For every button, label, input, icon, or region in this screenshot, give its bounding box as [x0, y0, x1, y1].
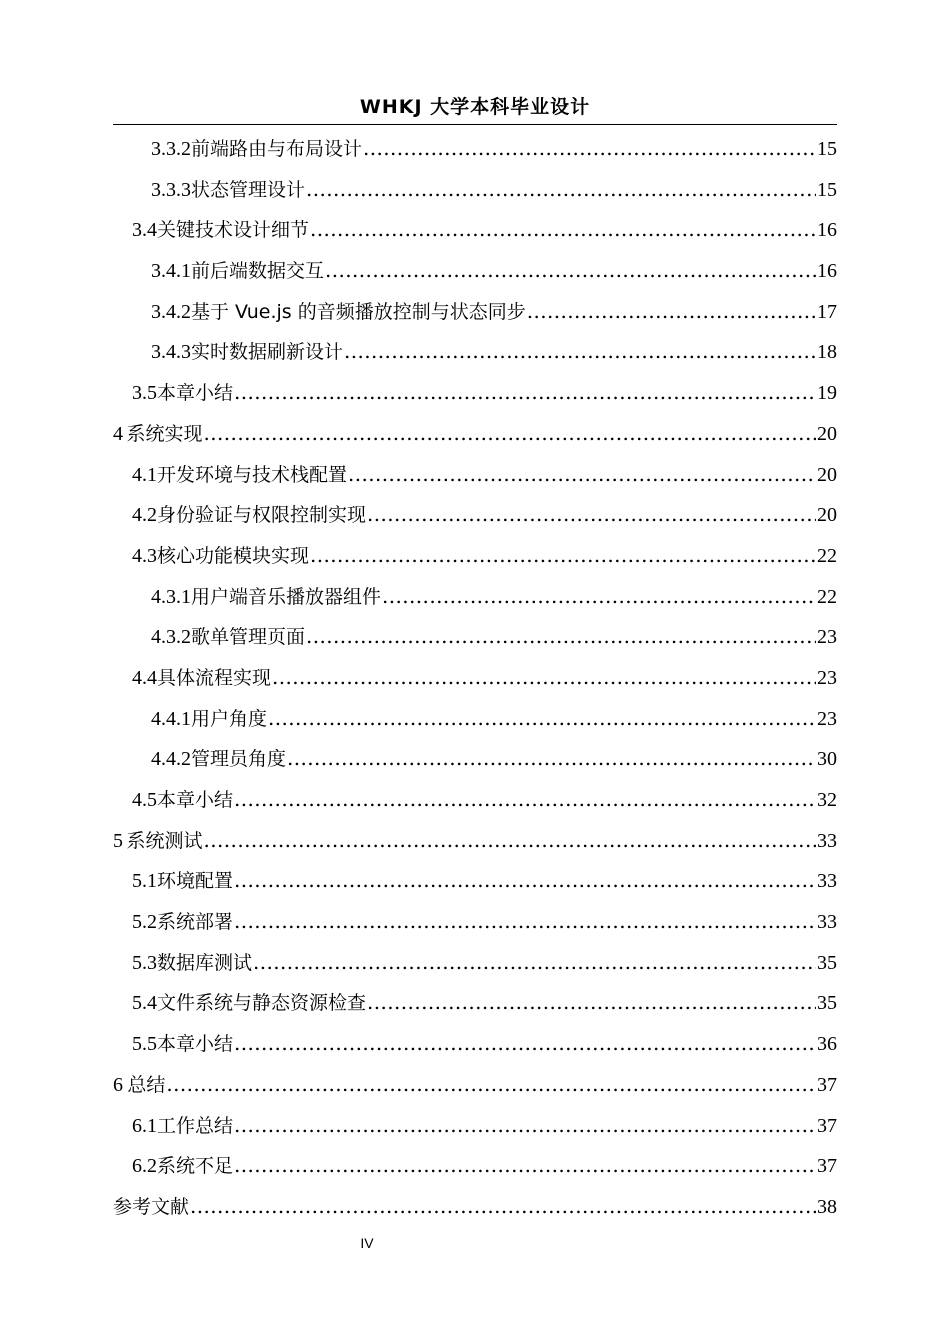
- toc-entry-page: 15: [817, 178, 837, 201]
- toc-entry-number: 4.3.2: [151, 626, 191, 649]
- toc-entry-title: 本章小结: [157, 382, 234, 405]
- toc-entry[interactable]: [113, 128, 837, 169]
- toc-entry-page: 37: [817, 1073, 837, 1096]
- toc-entry-title: 开发环境与技术栈配置: [157, 463, 348, 486]
- toc-entry-number: 4.2: [132, 504, 157, 527]
- toc-entry-page: 20: [817, 463, 837, 486]
- toc-entry[interactable]: [113, 1064, 837, 1105]
- toc-entry-number: 3.3.2: [151, 138, 191, 160]
- toc-entry-page: 36: [817, 1033, 837, 1056]
- toc-entry[interactable]: [113, 331, 837, 372]
- toc-entry-title: 基于 Vue.js 的音频播放控制与状态同步: [191, 300, 526, 323]
- toc-entry[interactable]: [113, 454, 837, 495]
- toc-dot-leader: [527, 291, 816, 332]
- page-number: IV: [360, 1235, 374, 1251]
- header-title: WHKJ 大学本科毕业设计: [359, 96, 591, 118]
- toc-entry-title: 状态管理设计: [191, 178, 306, 201]
- toc-dot-leader: [234, 779, 816, 820]
- toc-entry-number: 4.1: [132, 463, 157, 486]
- toc-entry-page: 16: [817, 219, 837, 242]
- toc-dot-leader: [253, 942, 816, 983]
- toc-entry-page: 23: [817, 707, 837, 730]
- toc-entry-page: 19: [817, 382, 837, 405]
- toc-entry-title: 实时数据刷新设计: [191, 341, 344, 364]
- toc-entry-page: 20: [817, 422, 837, 445]
- toc-entry[interactable]: [113, 250, 837, 291]
- toc-entry-title: 环境配置: [157, 870, 234, 893]
- toc-dot-leader: [382, 576, 816, 617]
- toc-entry-title: 本章小结: [157, 789, 234, 811]
- toc-entry-page: 35: [817, 992, 837, 1015]
- toc-dot-leader: [190, 1186, 816, 1227]
- toc-entry-page: 23: [817, 666, 837, 689]
- toc-entry-title: 参考文献: [113, 1195, 190, 1218]
- toc-entry-number: 5: [113, 829, 123, 852]
- toc-entry-title: 关键技术设计细节: [157, 219, 310, 242]
- toc-entry[interactable]: [113, 169, 837, 210]
- toc-entry-title: 具体流程实现: [157, 666, 272, 689]
- toc-entry[interactable]: [113, 209, 837, 250]
- toc-entry-page: 33: [817, 829, 837, 852]
- toc-entry-title: 工作总结: [157, 1114, 234, 1137]
- toc-dot-leader: [310, 209, 816, 250]
- toc-entry-page: 15: [817, 138, 837, 160]
- toc-entry-number: 4.4: [132, 666, 157, 689]
- toc-entry-number: 4.4.1: [151, 707, 191, 730]
- toc-entry[interactable]: [113, 616, 837, 657]
- toc-entry-title: 管理员角度: [191, 748, 287, 771]
- toc-dot-leader: [234, 1145, 816, 1186]
- toc-entry-title: 身份验证与权限控制实现: [157, 504, 367, 527]
- toc-entry-title: 系统不足: [157, 1155, 234, 1178]
- toc-dot-leader: [325, 250, 816, 291]
- toc-entry-title: 核心功能模块实现: [157, 544, 310, 567]
- toc-entry-page: 20: [817, 504, 837, 527]
- toc-dot-leader: [367, 982, 816, 1023]
- toc-dot-leader: [367, 494, 816, 535]
- toc-entry-title: 用户角度: [191, 707, 268, 730]
- toc-entry-page: 30: [817, 748, 837, 771]
- toc-dot-leader: [344, 331, 816, 372]
- toc-dot-leader: [306, 616, 816, 657]
- toc-dot-leader: [272, 657, 816, 698]
- toc-entry-title: 前端路由与布局设计: [191, 138, 363, 160]
- toc-entry-page: 37: [817, 1114, 837, 1137]
- toc-entry-number: 3.4: [132, 219, 157, 242]
- toc-entry-page: 35: [817, 951, 837, 974]
- toc-entry-title: 文件系统与静态资源检查: [157, 992, 367, 1015]
- toc-entry-number: 3.3.3: [151, 178, 191, 201]
- toc-entry-number: 4.4.2: [151, 748, 191, 771]
- toc-entry[interactable]: [113, 820, 837, 861]
- toc-entry-page: 37: [817, 1155, 837, 1178]
- toc-entry-number: 5.4: [132, 992, 157, 1015]
- toc-entry-number: 4.3.1: [151, 585, 191, 608]
- toc-entry[interactable]: [113, 291, 837, 332]
- toc-entry-number: 5.5: [132, 1033, 157, 1056]
- toc-entry-title: 歌单管理页面: [191, 626, 306, 649]
- toc-dot-leader: [166, 1064, 816, 1105]
- toc-entry-page: 17: [817, 300, 837, 323]
- toc-entry-page: 32: [817, 789, 837, 811]
- toc-dot-leader: [306, 169, 816, 210]
- toc-entry[interactable]: [113, 535, 837, 576]
- toc-entry-number: 5.2: [132, 911, 157, 934]
- toc-entry-title: 本章小结: [157, 1033, 234, 1056]
- toc-entry-number: 5.3: [132, 951, 157, 974]
- page-header: [113, 94, 837, 125]
- toc-entry[interactable]: [113, 982, 837, 1023]
- toc-entry-page: 22: [817, 585, 837, 608]
- toc-entry-title: 前后端数据交互: [191, 260, 325, 283]
- toc-entry-title: 总结: [127, 1073, 166, 1096]
- toc-entry-number: 6: [113, 1073, 123, 1096]
- toc-dot-leader: [234, 860, 816, 901]
- toc-entry-number: 6.1: [132, 1114, 157, 1137]
- toc-entry-page: 16: [817, 260, 837, 283]
- toc-entry-title: 系统部署: [157, 911, 234, 934]
- toc-entry[interactable]: [113, 657, 837, 698]
- toc-dot-leader: [204, 413, 816, 454]
- toc-entry[interactable]: [113, 494, 837, 535]
- toc-entry-page: 38: [817, 1195, 837, 1218]
- toc-entry-title: 用户端音乐播放器组件: [191, 585, 382, 608]
- toc-entry-page: 22: [817, 544, 837, 567]
- toc-entry[interactable]: [113, 413, 837, 454]
- toc-entry-page: 18: [817, 341, 837, 364]
- toc-entry-number: 4: [113, 422, 123, 445]
- toc-entry-page: 23: [817, 626, 837, 649]
- toc-entry-number: 4.5: [132, 789, 157, 811]
- toc-entry-number: 5.1: [132, 870, 157, 893]
- toc-dot-leader: [204, 820, 816, 861]
- toc-dot-leader: [268, 698, 816, 739]
- toc-entry[interactable]: [113, 698, 837, 739]
- toc-dot-leader: [234, 372, 816, 413]
- toc-entry[interactable]: [113, 860, 837, 901]
- toc-entry[interactable]: [113, 576, 837, 617]
- toc-dot-leader: [234, 1105, 816, 1146]
- toc-entry[interactable]: [113, 942, 837, 983]
- toc-entry[interactable]: [113, 738, 837, 779]
- toc-dot-leader: [348, 454, 816, 495]
- toc-dot-leader: [310, 535, 816, 576]
- toc-dot-leader: [234, 1023, 816, 1064]
- toc-entry[interactable]: [113, 901, 837, 942]
- toc-entry-number: 3.4.1: [151, 260, 191, 283]
- toc-entry-title: 系统实现: [126, 422, 203, 445]
- toc-entry[interactable]: [113, 1145, 837, 1186]
- toc-entry[interactable]: [113, 1186, 837, 1227]
- toc-entry-page: 33: [817, 870, 837, 893]
- toc-entry[interactable]: [113, 1105, 837, 1146]
- toc-entry-number: 6.2: [132, 1155, 157, 1178]
- toc-entry-title: 系统测试: [126, 829, 203, 852]
- table-of-contents: [113, 128, 837, 1227]
- toc-entry-number: 3.5: [132, 382, 157, 405]
- toc-entry[interactable]: [113, 372, 837, 413]
- toc-dot-leader: [287, 738, 816, 779]
- toc-entry-title: 数据库测试: [157, 951, 253, 974]
- toc-entry[interactable]: [113, 779, 837, 820]
- toc-entry-number: 3.4.3: [151, 341, 191, 364]
- toc-entry-number: 4.3: [132, 544, 157, 567]
- toc-dot-leader: [363, 128, 816, 169]
- toc-entry-page: 33: [817, 911, 837, 934]
- toc-entry-number: 3.4.2: [151, 300, 191, 323]
- toc-dot-leader: [234, 901, 816, 942]
- toc-entry[interactable]: [113, 1023, 837, 1064]
